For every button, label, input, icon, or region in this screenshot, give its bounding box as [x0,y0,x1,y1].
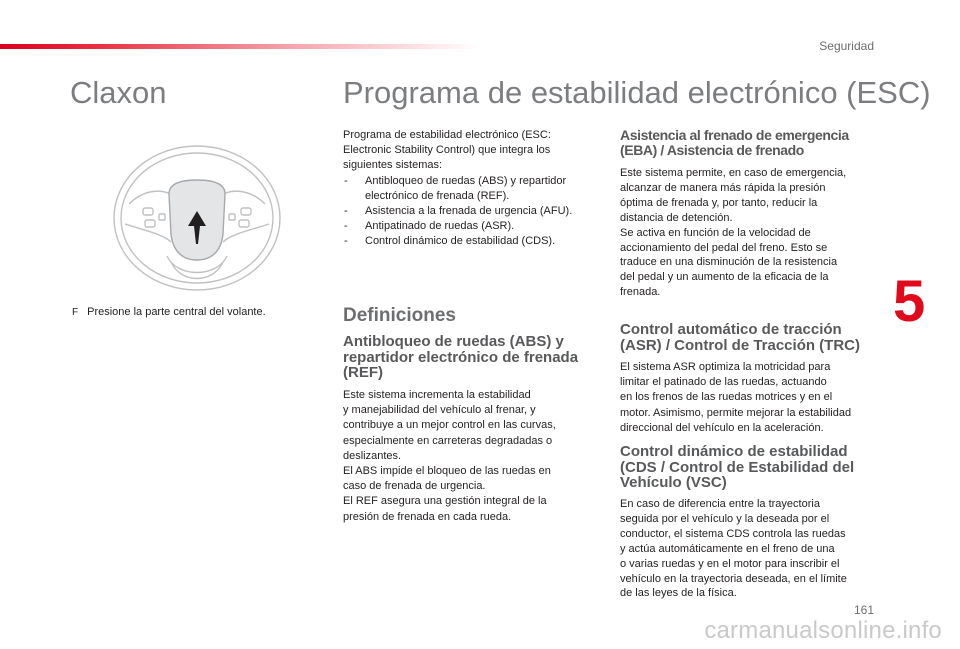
page-number: 161 [853,603,874,617]
body-line: En caso de diferencia entre la trayectoria [620,498,820,510]
abs-body [343,388,608,525]
list-item [343,234,603,249]
header-accent-bar [0,44,480,49]
body-line: direccional del vehículo en la aceleración. [620,421,824,434]
heading-line: Control dinámico de estabilidad [620,443,848,460]
claxon-instruction-text: Presione la parte central del volante. [87,306,266,318]
heading-line: Vehículo (VSC) [620,474,727,491]
list-item [343,219,603,234]
heading-line: (CDS / Control de Estabilidad del [620,458,855,476]
list-item-line: electrónico de frenada (REF). [365,189,510,202]
esc-title: Programa de estabilidad electrónico (ESC) [343,75,931,110]
section-name: Seguridad [819,39,874,53]
list-item [343,204,603,219]
abs-heading [343,334,608,381]
body-line: distancia de detención. [620,211,733,224]
body-line: contribuye a un mejor control en las curvas, [343,419,556,432]
body-line: óptima de frenada y, por tanto, reducir la [620,196,818,209]
body-line: motor. Asimismo, permite mejorar la estabilidad [620,406,852,419]
body-line: Se activa en función de la velocidad de [620,226,811,239]
body-line: El sistema ASR optimiza la motricidad para [620,361,831,373]
asr-body [620,360,882,436]
body-line: seguida por el vehículo y la deseada por el [620,512,830,525]
body-line: del pedal y un aumento de la eficacia de la [620,271,829,284]
body-line: y actúa automáticamente en el freno de una [620,542,835,555]
cds-heading [620,444,882,491]
esc-intro [343,128,603,250]
eba-heading [620,128,882,158]
body-line: caso de frenada de urgencia. [343,480,486,493]
list-item-line: - Antibloqueo de ruedas (ABS) y repartidor [365,174,567,187]
body-line: El REF asegura una gestión integral de la [343,495,547,508]
body-line: de las leyes de la física. [620,587,737,600]
arrow-up-icon [186,210,208,246]
body-line: Este sistema permite, en caso de emergencia, [620,167,847,179]
chapter-number: 5 [893,269,926,334]
body-line: traduce en una disminución de la resistencia [620,256,838,269]
pointer-bullet-icon: F [72,307,79,318]
claxon-title: Claxon [70,75,167,110]
body-line: y manejabilidad del vehículo al frenar, y [343,404,536,417]
asr-heading [620,322,882,353]
body-line: en los frenos de las ruedas motrices y en el [620,391,833,404]
body-line: deslizantes. [343,449,402,462]
list-item [343,174,603,204]
intro-line: Electronic Stability Control) que integra los [343,144,551,157]
body-line: o varias ruedas y en el motor para inscribir el [620,557,840,570]
cds-body [620,497,882,601]
body-line: conductor, el sistema CDS controla las ruedas [620,527,846,540]
heading-line: Control automático de tracción [620,321,842,338]
heading-line: (REF) [343,364,383,381]
systems-list [343,174,603,250]
definitions-heading: Definiciones [343,305,456,326]
heading-line: (EBA) / Asistencia de frenado [620,142,804,158]
body-line: frenada. [620,286,661,299]
body-line: limitar el patinado de las ruedas, actuando [620,376,827,389]
heading-line: Antibloqueo de ruedas (ABS) y [343,333,564,350]
body-line: El ABS impide el bloqueo de las ruedas en [343,465,551,478]
body-line: especialmente en carreteras degradadas o [343,434,553,447]
list-item-line: - Control dinámico de estabilidad (CDS). [365,235,556,248]
body-line: presión de frenada en cada rueda. [343,510,512,523]
intro-line: Programa de estabilidad electrónico (ESC: [343,129,551,141]
body-line: vehículo en la trayectoria deseada, en el límite [620,572,847,585]
heading-line: repartidor electrónico de frenada [343,348,579,366]
heading-line: Asistencia al frenado de emergencia [620,127,849,143]
body-line: alcanzar de manera más rápida la presión [620,181,826,194]
intro-line: siguientes sistemas: [343,159,443,172]
body-line: accionamiento del pedal del freno. Esto se [620,241,828,254]
body-line: Este sistema incrementa la estabilidad [343,389,531,401]
eba-body [620,166,882,300]
claxon-instruction [72,305,312,320]
heading-line: (ASR) / Control de Tracción (TRC) [620,336,860,354]
watermark: carmanualsonline.info [704,617,942,644]
list-item-line: - Antipatinado de ruedas (ASR). [365,220,515,233]
list-item-line: - Asistencia a la frenada de urgencia (AFU). [365,205,573,218]
